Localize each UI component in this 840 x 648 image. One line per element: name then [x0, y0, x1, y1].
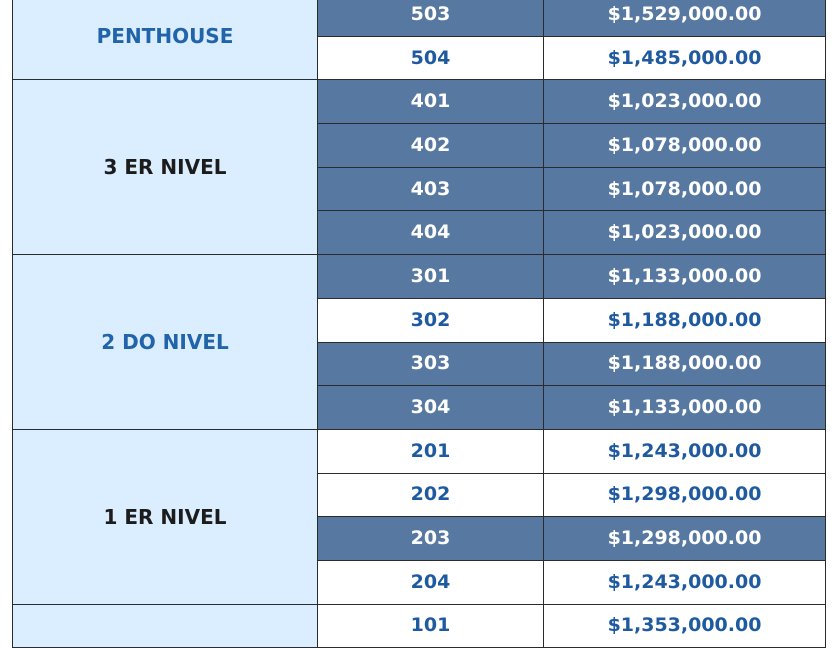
unit-price: $1,188,000.00	[544, 298, 826, 342]
unit-price: $1,243,000.00	[544, 560, 826, 604]
unit-price: $1,485,000.00	[544, 36, 826, 80]
level-label: 1 ER NIVEL	[13, 429, 318, 604]
table-row	[13, 0, 826, 36]
unit-price: $1,078,000.00	[544, 167, 826, 211]
unit-price: $1,243,000.00	[544, 429, 826, 473]
unit-number: 503	[318, 0, 544, 36]
unit-number: 403	[318, 167, 544, 211]
unit-number: 402	[318, 124, 544, 168]
unit-price: $1,298,000.00	[544, 517, 826, 561]
unit-number: 101	[318, 604, 544, 648]
unit-price: $1,188,000.00	[544, 342, 826, 386]
price-table	[12, 0, 826, 648]
unit-number: 404	[318, 211, 544, 255]
unit-price: $1,529,000.00	[544, 0, 826, 36]
level-label: PENTHOUSE	[13, 0, 318, 80]
unit-price: $1,078,000.00	[544, 124, 826, 168]
unit-number: 302	[318, 298, 544, 342]
level-label: 3 ER NIVEL	[13, 80, 318, 255]
table-row	[13, 429, 826, 473]
unit-price: $1,353,000.00	[544, 604, 826, 648]
unit-number: 303	[318, 342, 544, 386]
unit-price: $1,023,000.00	[544, 211, 826, 255]
unit-number: 504	[318, 36, 544, 80]
table-row	[13, 80, 826, 124]
unit-number: 301	[318, 255, 544, 299]
unit-price: $1,023,000.00	[544, 80, 826, 124]
unit-number: 304	[318, 386, 544, 430]
level-label	[13, 604, 318, 648]
table-row	[13, 255, 826, 299]
unit-number: 203	[318, 517, 544, 561]
unit-price: $1,133,000.00	[544, 386, 826, 430]
unit-number: 201	[318, 429, 544, 473]
unit-number: 204	[318, 560, 544, 604]
level-label: 2 DO NIVEL	[13, 255, 318, 430]
price-table-body	[13, 0, 826, 648]
unit-price: $1,133,000.00	[544, 255, 826, 299]
unit-price: $1,298,000.00	[544, 473, 826, 517]
unit-number: 202	[318, 473, 544, 517]
table-row	[13, 604, 826, 648]
unit-number: 401	[318, 80, 544, 124]
